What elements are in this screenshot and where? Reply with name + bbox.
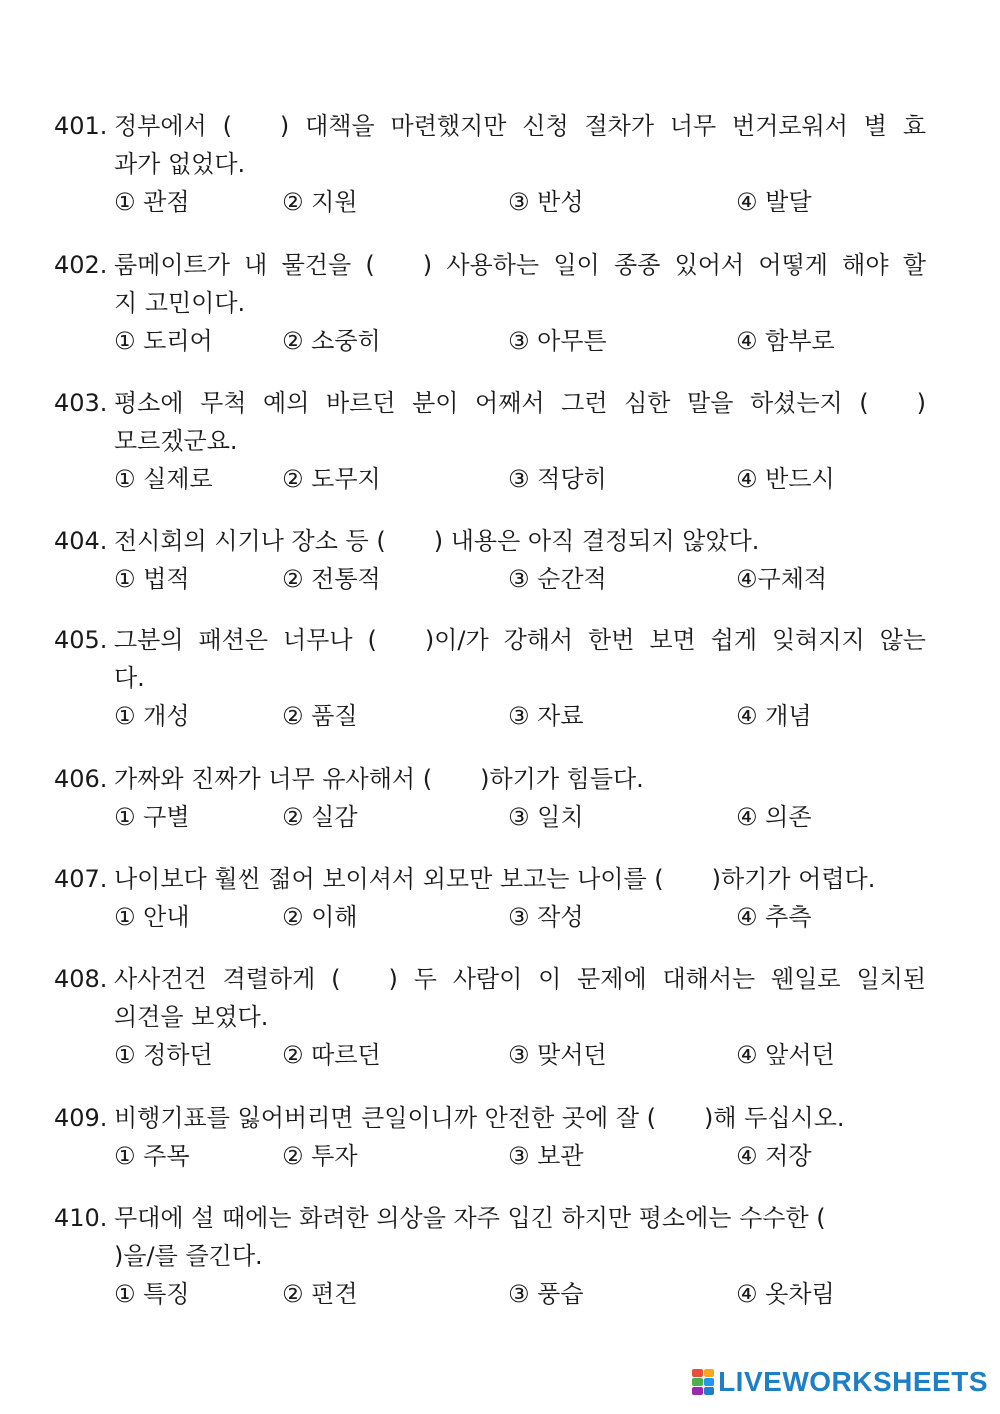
question-text-line: 그분의 패션은 너무나 ( )이/가 강해서 한번 보면 쉽게 잊혀지지 않는: [114, 626, 926, 654]
option-4[interactable]: ④ 개념: [736, 702, 812, 730]
option-1[interactable]: ① 법적: [114, 565, 190, 593]
option-2[interactable]: ② 품질: [282, 702, 358, 730]
option-3[interactable]: ③ 반성: [508, 188, 584, 216]
option-4[interactable]: ④ 추측: [736, 903, 812, 931]
option-2[interactable]: ② 전통적: [282, 565, 381, 593]
option-1[interactable]: ① 안내: [114, 903, 190, 931]
question-text-line: 다.: [114, 664, 145, 692]
question-text-line: 지 고민이다.: [114, 289, 246, 317]
option-1[interactable]: ① 개성: [114, 702, 190, 730]
question-text-line: 비행기표를 잃어버리면 큰일이니까 안전한 곳에 잘 ( )해 두십시오.: [114, 1104, 845, 1132]
question-number: 407.: [54, 865, 108, 893]
option-2[interactable]: ② 따르던: [282, 1041, 381, 1069]
answer-options: [54, 322, 930, 360]
question-number: 406.: [54, 765, 108, 793]
option-3[interactable]: ③ 작성: [508, 903, 584, 931]
question-404: [54, 522, 930, 598]
question-409: [54, 1099, 930, 1175]
question-text-line: 룸메이트가 내 물건을 ( ) 사용하는 일이 종종 있어서 어떻게 해야 할: [114, 251, 926, 279]
option-3[interactable]: ③ 자료: [508, 702, 584, 730]
answer-options: [54, 898, 930, 936]
question-405: [54, 621, 930, 735]
option-2[interactable]: ② 지원: [282, 188, 358, 216]
answer-options: [54, 460, 930, 498]
liveworksheets-logo[interactable]: [692, 1366, 988, 1398]
option-2[interactable]: ② 편견: [282, 1280, 358, 1308]
option-2[interactable]: ② 투자: [282, 1142, 358, 1170]
logo-block: [692, 1387, 703, 1395]
question-text-line: 의견을 보였다.: [114, 1003, 269, 1031]
question-text-line: 정부에서 ( ) 대책을 마련했지만 신청 절차가 너무 번거로워서 별 효: [114, 112, 926, 140]
option-4[interactable]: ④ 앞서던: [736, 1041, 835, 1069]
question-number: 404.: [54, 527, 108, 555]
option-1[interactable]: ① 관점: [114, 188, 190, 216]
answer-options: [54, 183, 930, 221]
logo-text: LIVEWORKSHEETS: [718, 1366, 988, 1397]
question-text-line: 나이보다 훨씬 젊어 보이셔서 외모만 보고는 나이를 ( )하기가 어렵다.: [114, 865, 876, 893]
question-text-line: 평소에 무척 예의 바르던 분이 어째서 그런 심한 말을 하셨는지 ( ): [114, 389, 926, 417]
option-3[interactable]: ③ 아무튼: [508, 327, 607, 355]
question-408: [54, 960, 930, 1074]
option-1[interactable]: ① 도리어: [114, 327, 213, 355]
question-number: 410.: [54, 1204, 108, 1232]
question-number: 409.: [54, 1104, 108, 1132]
question-number: 408.: [54, 965, 108, 993]
question-number: 403.: [54, 389, 108, 417]
option-1[interactable]: ① 주목: [114, 1142, 190, 1170]
option-2[interactable]: ② 소중히: [282, 327, 381, 355]
logo-block: [692, 1378, 703, 1386]
option-1[interactable]: ① 실제로: [114, 465, 213, 493]
question-text-line: 사사건건 격렬하게 ( ) 두 사람이 이 문제에 대해서는 웬일로 일치된: [114, 965, 926, 993]
question-406: [54, 760, 930, 836]
option-3[interactable]: ③ 맞서던: [508, 1041, 607, 1069]
question-402: [54, 246, 930, 360]
question-number: 405.: [54, 626, 108, 654]
liveworksheets-logo-icon: [692, 1369, 714, 1395]
option-4[interactable]: ④ 함부로: [736, 327, 835, 355]
option-4[interactable]: ④ 저장: [736, 1142, 812, 1170]
option-3[interactable]: ③ 풍습: [508, 1280, 584, 1308]
option-1[interactable]: ① 구별: [114, 803, 190, 831]
answer-options: [54, 560, 930, 598]
question-401: [54, 107, 930, 221]
logo-block: [704, 1387, 715, 1395]
logo-block: [704, 1378, 715, 1386]
option-2[interactable]: ② 실감: [282, 803, 358, 831]
option-1[interactable]: ① 특징: [114, 1280, 190, 1308]
logo-block: [704, 1369, 715, 1377]
question-text-line: 모르겠군요.: [114, 427, 238, 455]
logo-block: [692, 1369, 703, 1377]
answer-options: [54, 697, 930, 735]
answer-options: [54, 798, 930, 836]
option-3[interactable]: ③ 보관: [508, 1142, 584, 1170]
option-4[interactable]: ④ 반드시: [736, 465, 835, 493]
option-2[interactable]: ② 이해: [282, 903, 358, 931]
question-text-line: 전시회의 시기나 장소 등 ( ) 내용은 아직 결정되지 않았다.: [114, 527, 760, 555]
question-text-line: )을/를 즐긴다.: [114, 1242, 263, 1270]
answer-options: [54, 1137, 930, 1175]
option-3[interactable]: ③ 일치: [508, 803, 584, 831]
question-text-line: 가짜와 진짜가 너무 유사해서 ( )하기가 힘들다.: [114, 765, 644, 793]
answer-options: [54, 1036, 930, 1074]
option-4[interactable]: ④ 발달: [736, 188, 812, 216]
question-407: [54, 860, 930, 936]
question-410: [54, 1199, 930, 1313]
question-text-line: 무대에 설 때에는 화려한 의상을 자주 입긴 하지만 평소에는 수수한 (: [114, 1204, 826, 1232]
option-4[interactable]: ④구체적: [736, 565, 828, 593]
question-403: [54, 384, 930, 498]
answer-options: [54, 1275, 930, 1313]
option-4[interactable]: ④ 의존: [736, 803, 812, 831]
question-number: 401.: [54, 112, 108, 140]
option-2[interactable]: ② 도무지: [282, 465, 381, 493]
option-1[interactable]: ① 정하던: [114, 1041, 213, 1069]
question-number: 402.: [54, 251, 108, 279]
option-3[interactable]: ③ 순간적: [508, 565, 607, 593]
option-4[interactable]: ④ 옷차림: [736, 1280, 835, 1308]
option-3[interactable]: ③ 적당히: [508, 465, 607, 493]
question-text-line: 과가 없었다.: [114, 150, 246, 178]
